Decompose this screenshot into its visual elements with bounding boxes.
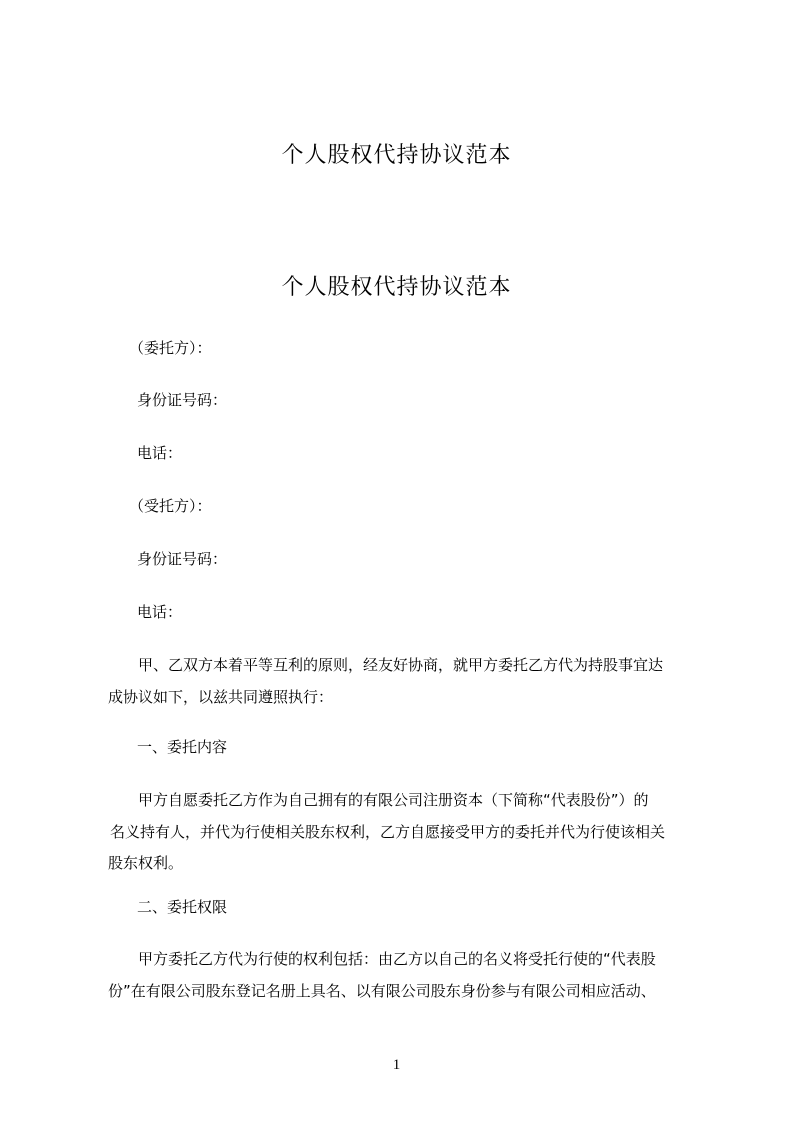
party-a-id-label: 身份证号码： — [137, 391, 228, 409]
section-2-heading: 二、委托权限 — [137, 898, 228, 916]
party-b-id-label: 身份证号码： — [137, 550, 228, 568]
intro-line-2: 成协议如下，以兹共同遵照执行： — [108, 687, 334, 706]
intro-paragraph — [108, 650, 700, 713]
section-1-line-1: 甲方自愿委托乙方作为自己拥有的有限公司注册资本（下简称“代表股份”）的 — [138, 791, 649, 809]
section-1-line-3: 股东权利。 — [108, 854, 184, 872]
section-1-heading: 一、委托内容 — [137, 738, 228, 756]
section-1-paragraph — [108, 785, 700, 880]
party-a-phone-label: 电话： — [137, 444, 183, 462]
section-2-line-2: 份”在有限公司股东登记名册上具名、以有限公司股东身份参与有限公司相应活动、 — [108, 981, 656, 1000]
party-a-label: （委托方）： — [129, 339, 212, 357]
party-b-label: （受托方）： — [129, 497, 212, 515]
document-title-top: 个人股权代持协议范本 — [281, 143, 512, 168]
page-number: 1 — [392, 1057, 401, 1073]
intro-line-1: 甲、乙双方本着平等互利的原则，经友好协商，就甲方委托乙方代为持股事宜达 — [138, 656, 664, 674]
party-b-phone-label: 电话： — [137, 603, 183, 621]
document-title-main: 个人股权代持协议范本 — [281, 275, 512, 300]
section-2-paragraph — [108, 944, 700, 1007]
section-2-line-1: 甲方委托乙方代为行使的权利包括：由乙方以自己的名义将受托行使的“代表股 — [138, 950, 656, 968]
section-1-line-2: 名义持有人，并代为行使相关股东权利，乙方自愿接受甲方的委托并代为行使该相关 — [110, 822, 666, 841]
